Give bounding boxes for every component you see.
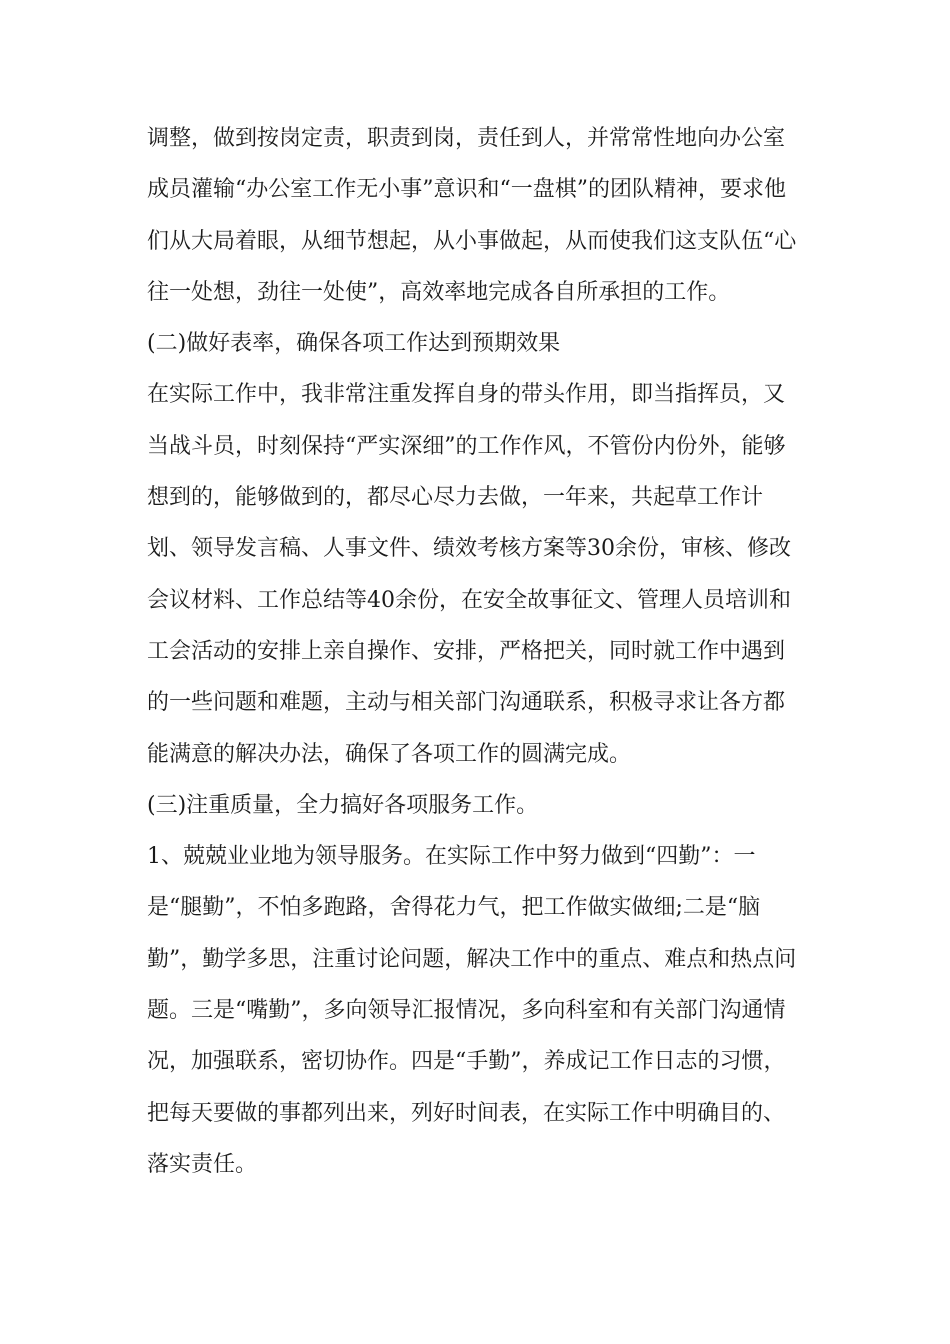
text-line: 1、兢兢业业地为领导服务。在实际工作中努力做到“四勤”：一 — [147, 844, 756, 870]
text-line: 落实责任。 — [147, 1151, 258, 1177]
text-line: 调整，做到按岗定责，职责到岗，责任到人，并常常性地向办公室 — [147, 126, 786, 151]
text-line: 勤”，勤学多思，注重讨论问题，解决工作中的重点、难点和热点问 — [147, 946, 797, 972]
text-line: 题。三是“嘴勤”，多向领导汇报情况，多向科室和有关部门沟通情 — [147, 998, 786, 1024]
section-heading: (二)做好表率，确保各项工作达到预期效果 — [147, 331, 561, 357]
text-line: 成员灌输“办公室工作无小事”意识和“一盘棋”的团队精神，要求他 — [147, 177, 786, 203]
text-line: 划、领导发言稿、人事文件、绩效考核方案等30余份，审核、修改 — [147, 536, 791, 562]
text-line: 把每天要做的事都列出来，列好时间表，在实际工作中明确目的、 — [147, 1100, 786, 1126]
text-line: 往一处想，劲往一处使”，高效率地完成各自所承担的工作。 — [147, 279, 731, 305]
body-text — [147, 113, 827, 1190]
text-line: 们从大局着眼，从细节想起，从小事做起，从而使我们这支队伍“心 — [147, 228, 797, 254]
text-line: 工会活动的安排上亲自操作、安排，严格把关，同时就工作中遇到 — [147, 638, 786, 664]
text-line: 能满意的解决办法，确保了各项工作的圆满完成。 — [147, 741, 632, 767]
text-line: 是“腿勤”，不怕多跑路，舍得花力气，把工作做实做细;二是“脑 — [147, 895, 761, 921]
text-line: 会议材料、工作总结等40余份，在安全故事征文、管理人员培训和 — [147, 587, 791, 613]
section-heading: (三)注重质量，全力搞好各项服务工作。 — [147, 792, 539, 818]
text-line: 况，加强联系，密切协作。四是“手勤”，养成记工作日志的习惯， — [147, 1049, 786, 1075]
text-line: 想到的，能够做到的，都尽心尽力去做，一年来，共起草工作计 — [147, 485, 764, 511]
text-line: 在实际工作中，我非常注重发挥自身的带头作用，即当指挥员，又 — [147, 382, 786, 408]
text-line: 的一些问题和难题，主动与相关部门沟通联系，积极寻求让各方都 — [147, 690, 786, 716]
text-line: 当战斗员，时刻保持“严实深细”的工作作风，不管份内份外，能够 — [147, 433, 786, 459]
